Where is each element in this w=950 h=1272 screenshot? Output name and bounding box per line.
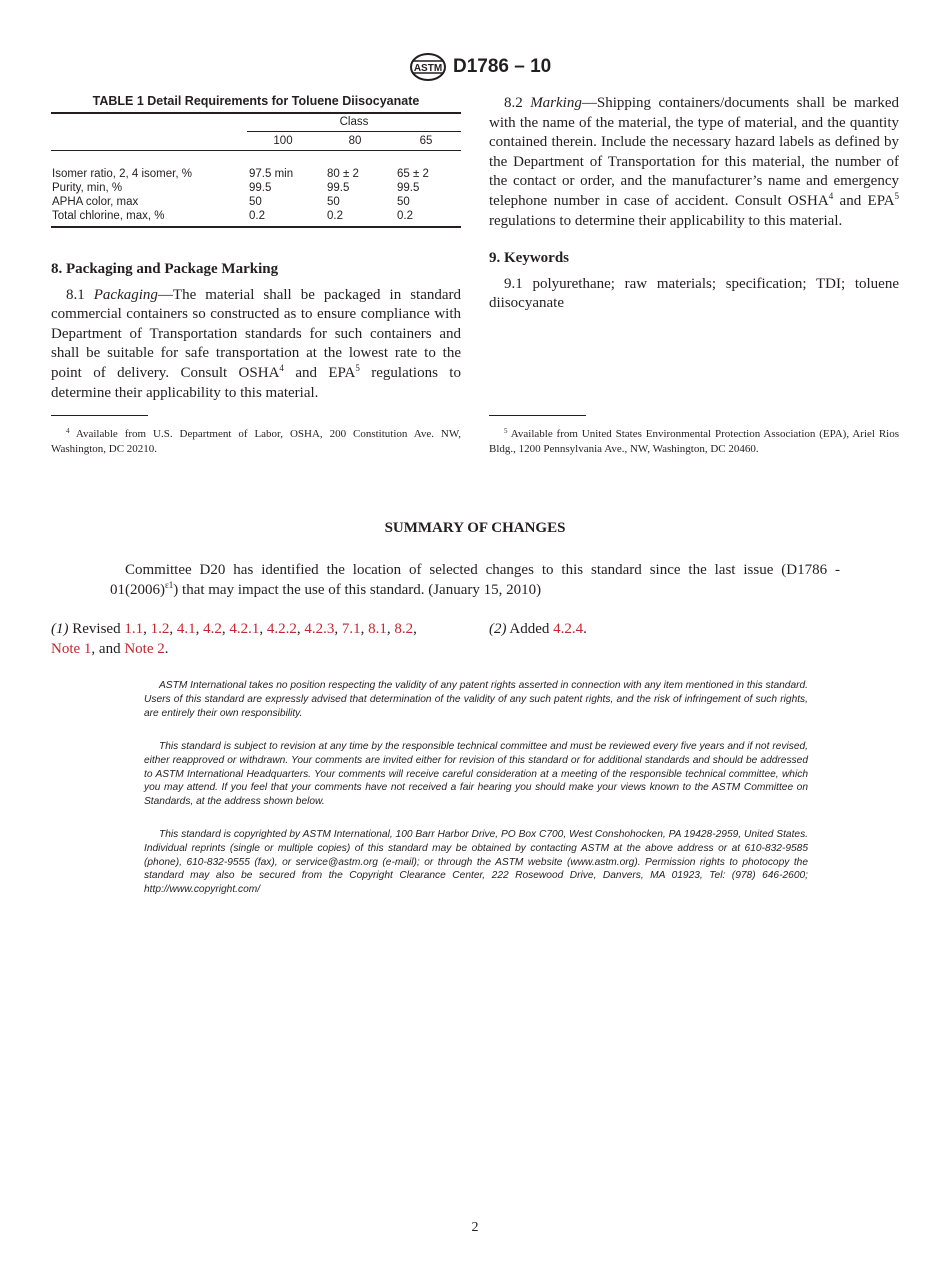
logo-text: ASTM <box>413 63 443 74</box>
paragraph-text: and EPA <box>833 192 895 209</box>
cell: 50 <box>327 196 340 208</box>
table-row <box>51 182 461 196</box>
footnote-ref[interactable]: 4 <box>828 190 834 201</box>
term: Packaging <box>93 286 158 303</box>
table-column-header-row <box>51 132 461 150</box>
section-link[interactable]: 4.1 <box>176 621 196 637</box>
section-link[interactable]: 1.1 <box>124 621 144 637</box>
footnote-rule <box>489 415 586 416</box>
change-number: (2) <box>489 621 507 637</box>
change-item-2: (2) Added 4.2.4. <box>489 621 587 637</box>
footnote-ref[interactable]: 5 <box>894 190 899 201</box>
footnote-text: Available from U.S. Department of Labor, OSHA, 200 Constitution Ave. NW, Washington, DC 20210. <box>51 428 461 455</box>
cell: 50 <box>249 196 262 208</box>
footnote-ref[interactable]: 4 <box>279 362 284 373</box>
paragraph-text: and EPA <box>283 364 356 381</box>
requirements-table <box>51 94 461 228</box>
row-label: Isomer ratio, 2, 4 isomer, % <box>52 168 192 180</box>
change-verb: Revised <box>68 621 125 637</box>
summary-text: ) that may impact the use of this standard. (January 15, 2010) <box>173 581 542 598</box>
paragraph-number: 8.2 <box>504 95 523 111</box>
section-link[interactable]: 4.2.1 <box>229 621 260 637</box>
column-header: 100 <box>273 135 293 147</box>
paragraph-text: —The material shall be packaged in standard commercial containers so constructed as to ensure compliance with Department of Transportation standards for such containers and shall be suitable for safe transportation at the lowest rate to the point of delivery. Consult OSHA <box>51 286 462 381</box>
section-link[interactable]: 8.1 <box>368 621 387 637</box>
section-link[interactable]: 4.2.4 <box>553 621 584 637</box>
cell: 80 ± 2 <box>327 168 359 180</box>
term: Marking <box>530 95 582 111</box>
section-heading: 8. Packaging and Package Marking <box>51 261 279 277</box>
cell: 99.5 <box>249 182 272 194</box>
table-row <box>51 168 461 182</box>
section-link[interactable]: 7.1 <box>341 621 361 637</box>
section-link[interactable]: 8.2 <box>394 621 414 637</box>
table-row <box>51 196 461 210</box>
cell: 50 <box>397 196 410 208</box>
paragraph-number: 8.1 <box>66 286 85 303</box>
copyright-notice: This standard is copyrighted by ASTM International, 100 Barr Harbor Drive, PO Box C700, West Conshohocken, PA 19428-2959, United States. Individual reprints (single or multiple copies) of this standard may be obtained by contacting ASTM at the above address or at 610-832-9585 (phone), 610-832-9555 (fax), or service@astm.org (e-mail); or through the ASTM website (www.astm.org). Permission rights to photocopy the standard may also be secured from the Copyright Clearance Center, 222 Rosewood Drive, Danvers, MA 01923, Tel: (978) 646-2600; http://www.copyright.com/ <box>144 829 808 896</box>
class-group-header: Class <box>339 116 369 128</box>
summary-intro <box>110 561 840 600</box>
cell: 0.2 <box>397 210 413 222</box>
footnote-text: Available from United States Environmental Protection Association (EPA), Ariel Rios Bldg., 1200 Pennsylvania Ave., NW, Washington, DC 20460. <box>489 428 899 455</box>
change-number: (1) <box>51 621 69 637</box>
change-verb: Added <box>506 621 554 637</box>
footnote-mark: 5 <box>504 427 508 435</box>
cell: 99.5 <box>327 182 350 194</box>
footnote-5 <box>489 427 899 457</box>
section-link[interactable]: 4.2 <box>203 621 222 637</box>
row-label: Total chlorine, max, % <box>52 210 165 222</box>
right-column <box>489 94 899 314</box>
change-text: , and <box>91 640 125 657</box>
paragraph-8-2 <box>489 94 899 231</box>
note-link[interactable]: Note 2 <box>124 640 165 657</box>
paragraph-text: —Shipping containers/documents shall be marked with the name of the material, the type of material, and the quantity contained therein. Include the necessary hazard labels as defined by the Department of Transportation for this material, the number of the contact or order, and the manufacturer’s name and emergency telephone number in case of accident. Consult OSHA <box>489 95 899 209</box>
astm-logo-icon <box>408 52 448 82</box>
table-title: TABLE 1 Detail Requirements for Toluene Diisocyanate <box>92 94 420 108</box>
footnote-mark: 4 <box>66 427 70 435</box>
note-link[interactable]: Note 1 <box>51 640 92 657</box>
table-group-header-row <box>51 114 461 131</box>
section-link[interactable]: 4.2.2 <box>266 621 297 637</box>
paragraph-text: regulations to determine their applicability to this material. <box>51 364 461 401</box>
cell: 99.5 <box>397 182 420 194</box>
cell: 0.2 <box>327 210 343 222</box>
page-header <box>0 52 950 86</box>
footnote-rule <box>51 415 148 416</box>
summary-title: SUMMARY OF CHANGES <box>384 520 566 536</box>
cell: 65 ± 2 <box>397 168 429 180</box>
section-link[interactable]: 1.2 <box>150 621 170 637</box>
cell: 97.5 min <box>249 168 294 180</box>
patent-notice: ASTM International takes no position respecting the validity of any patent rights asserted in connection with any item mentioned in this standard. Users of this standard are expressly advised that determination of the validity of any such patent rights, and the risk of infringement of such rights, are entirely their own responsibility. <box>144 680 808 719</box>
row-label: APHA color, max <box>52 196 139 208</box>
paragraph-9-1: 9.1 polyurethane; raw materials; specification; TDI; toluene diisocyanate <box>489 275 899 312</box>
summary-text: Committee D20 has identified the location of selected changes to this standard since the last issue (D1786 - 01(2006) <box>110 562 840 598</box>
section-8 <box>51 260 461 403</box>
paragraph-text: regulations to determine their applicability to this material. <box>489 212 843 229</box>
epsilon-superscript: ε1 <box>165 579 174 590</box>
paragraph-8-1 <box>51 286 461 404</box>
column-header: 80 <box>348 135 362 147</box>
row-label: Purity, min, % <box>52 182 123 194</box>
cell: 0.2 <box>249 210 265 222</box>
revision-notice: This standard is subject to revision at any time by the responsible technical committee and must be reviewed every five years and if not revised, either reapproved or withdrawn. Your comments are invited either for revision of this standard or for additional standards and should be addressed to ASTM International Headquarters. Your comments will receive careful consideration at a meeting of the responsible technical committee, which you may attend. If you feel that your comments have not received a fair hearing you should make your views known to the ASTM Committee on Standards, at the address shown below. <box>144 741 808 808</box>
section-link[interactable]: 4.2.3 <box>304 621 335 637</box>
footnote-ref[interactable]: 5 <box>355 362 360 373</box>
column-header: 65 <box>419 135 433 147</box>
section-heading: 9. Keywords <box>489 250 569 267</box>
change-item-1: (1) Revised 1.1, 1.2, 4.1, 4.2, 4.2.1, 4.2.2, 4.2.3, 7.1, 8.1, 8.2, Note 1, and Note 2. <box>51 621 417 657</box>
standard-designation: D1786 – 10 <box>453 56 552 77</box>
table-row <box>51 210 461 224</box>
footnote-4 <box>51 427 461 457</box>
page-number: 2 <box>471 1220 479 1235</box>
